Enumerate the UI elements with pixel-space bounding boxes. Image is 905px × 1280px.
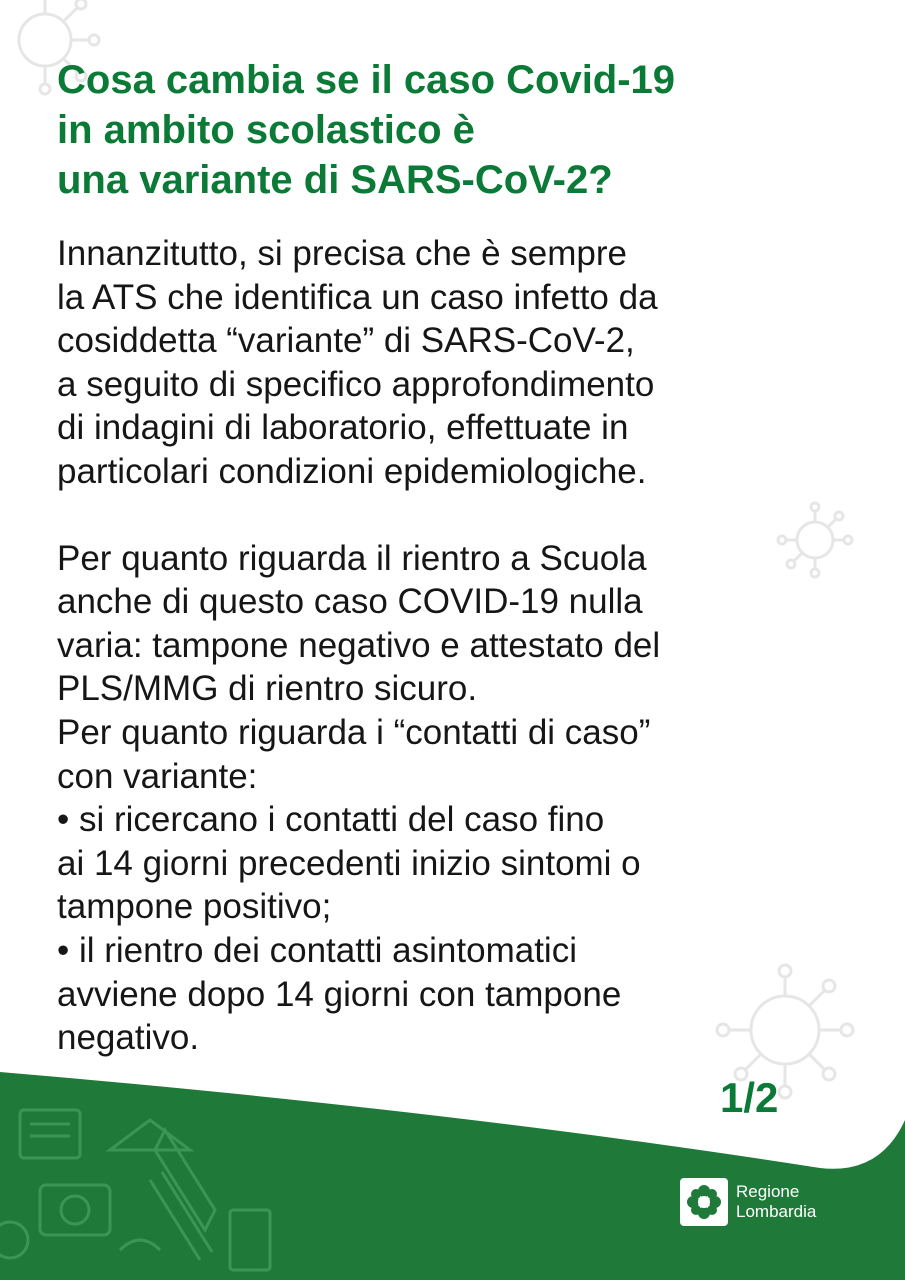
bullet-line: ai 14 giorni precedenti inizio sintomi o xyxy=(57,843,641,883)
text-line: PLS/MMG di rientro sicuro. xyxy=(57,669,478,709)
title-line: in ambito scolastico è xyxy=(57,108,475,152)
text-line: con variante: xyxy=(57,756,258,796)
title-line: una variante di SARS-CoV-2? xyxy=(57,158,613,202)
text-line: cosiddetta “variante” di SARS-CoV-2, xyxy=(57,321,635,361)
bullet-line: tampone positivo; xyxy=(57,887,332,927)
lombardia-rose-icon xyxy=(680,1178,728,1226)
text-line: Per quanto riguarda i “contatti di caso” xyxy=(57,712,651,752)
text-line: particolari condizioni epidemiologiche. xyxy=(57,451,647,491)
logo-line: Regione xyxy=(736,1182,800,1201)
logo-text xyxy=(736,1182,816,1222)
text-line: Innanzitutto, si precisa che è sempre xyxy=(57,234,628,273)
title-line: Cosa cambia se il caso Covid-19 xyxy=(57,58,676,102)
text-line: la ATS che identifica un caso infetto da xyxy=(57,277,658,317)
text-line: Per quanto riguarda il rientro a Scuola xyxy=(57,538,647,578)
logo-line: Lombardia xyxy=(736,1202,817,1221)
regione-lombardia-logo xyxy=(680,1178,816,1226)
bullet-line: negativo. xyxy=(57,1018,200,1058)
bullet-line: avviene dopo 14 giorni con tampone xyxy=(57,974,622,1014)
text-line: di indagini di laboratorio, effettuate in xyxy=(57,408,629,448)
bullet-line: • si ricercano i contatti del caso fino xyxy=(57,800,605,840)
text-line: varia: tampone negativo e attestato del xyxy=(57,625,661,665)
text-line: anche di questo caso COVID-19 nulla xyxy=(57,582,643,622)
text-line: a seguito di specifico approfondimento xyxy=(57,364,655,404)
page-indicator: 1/2 xyxy=(720,1074,779,1121)
bullet-line: • il rientro dei contatti asintomatici xyxy=(57,930,577,970)
